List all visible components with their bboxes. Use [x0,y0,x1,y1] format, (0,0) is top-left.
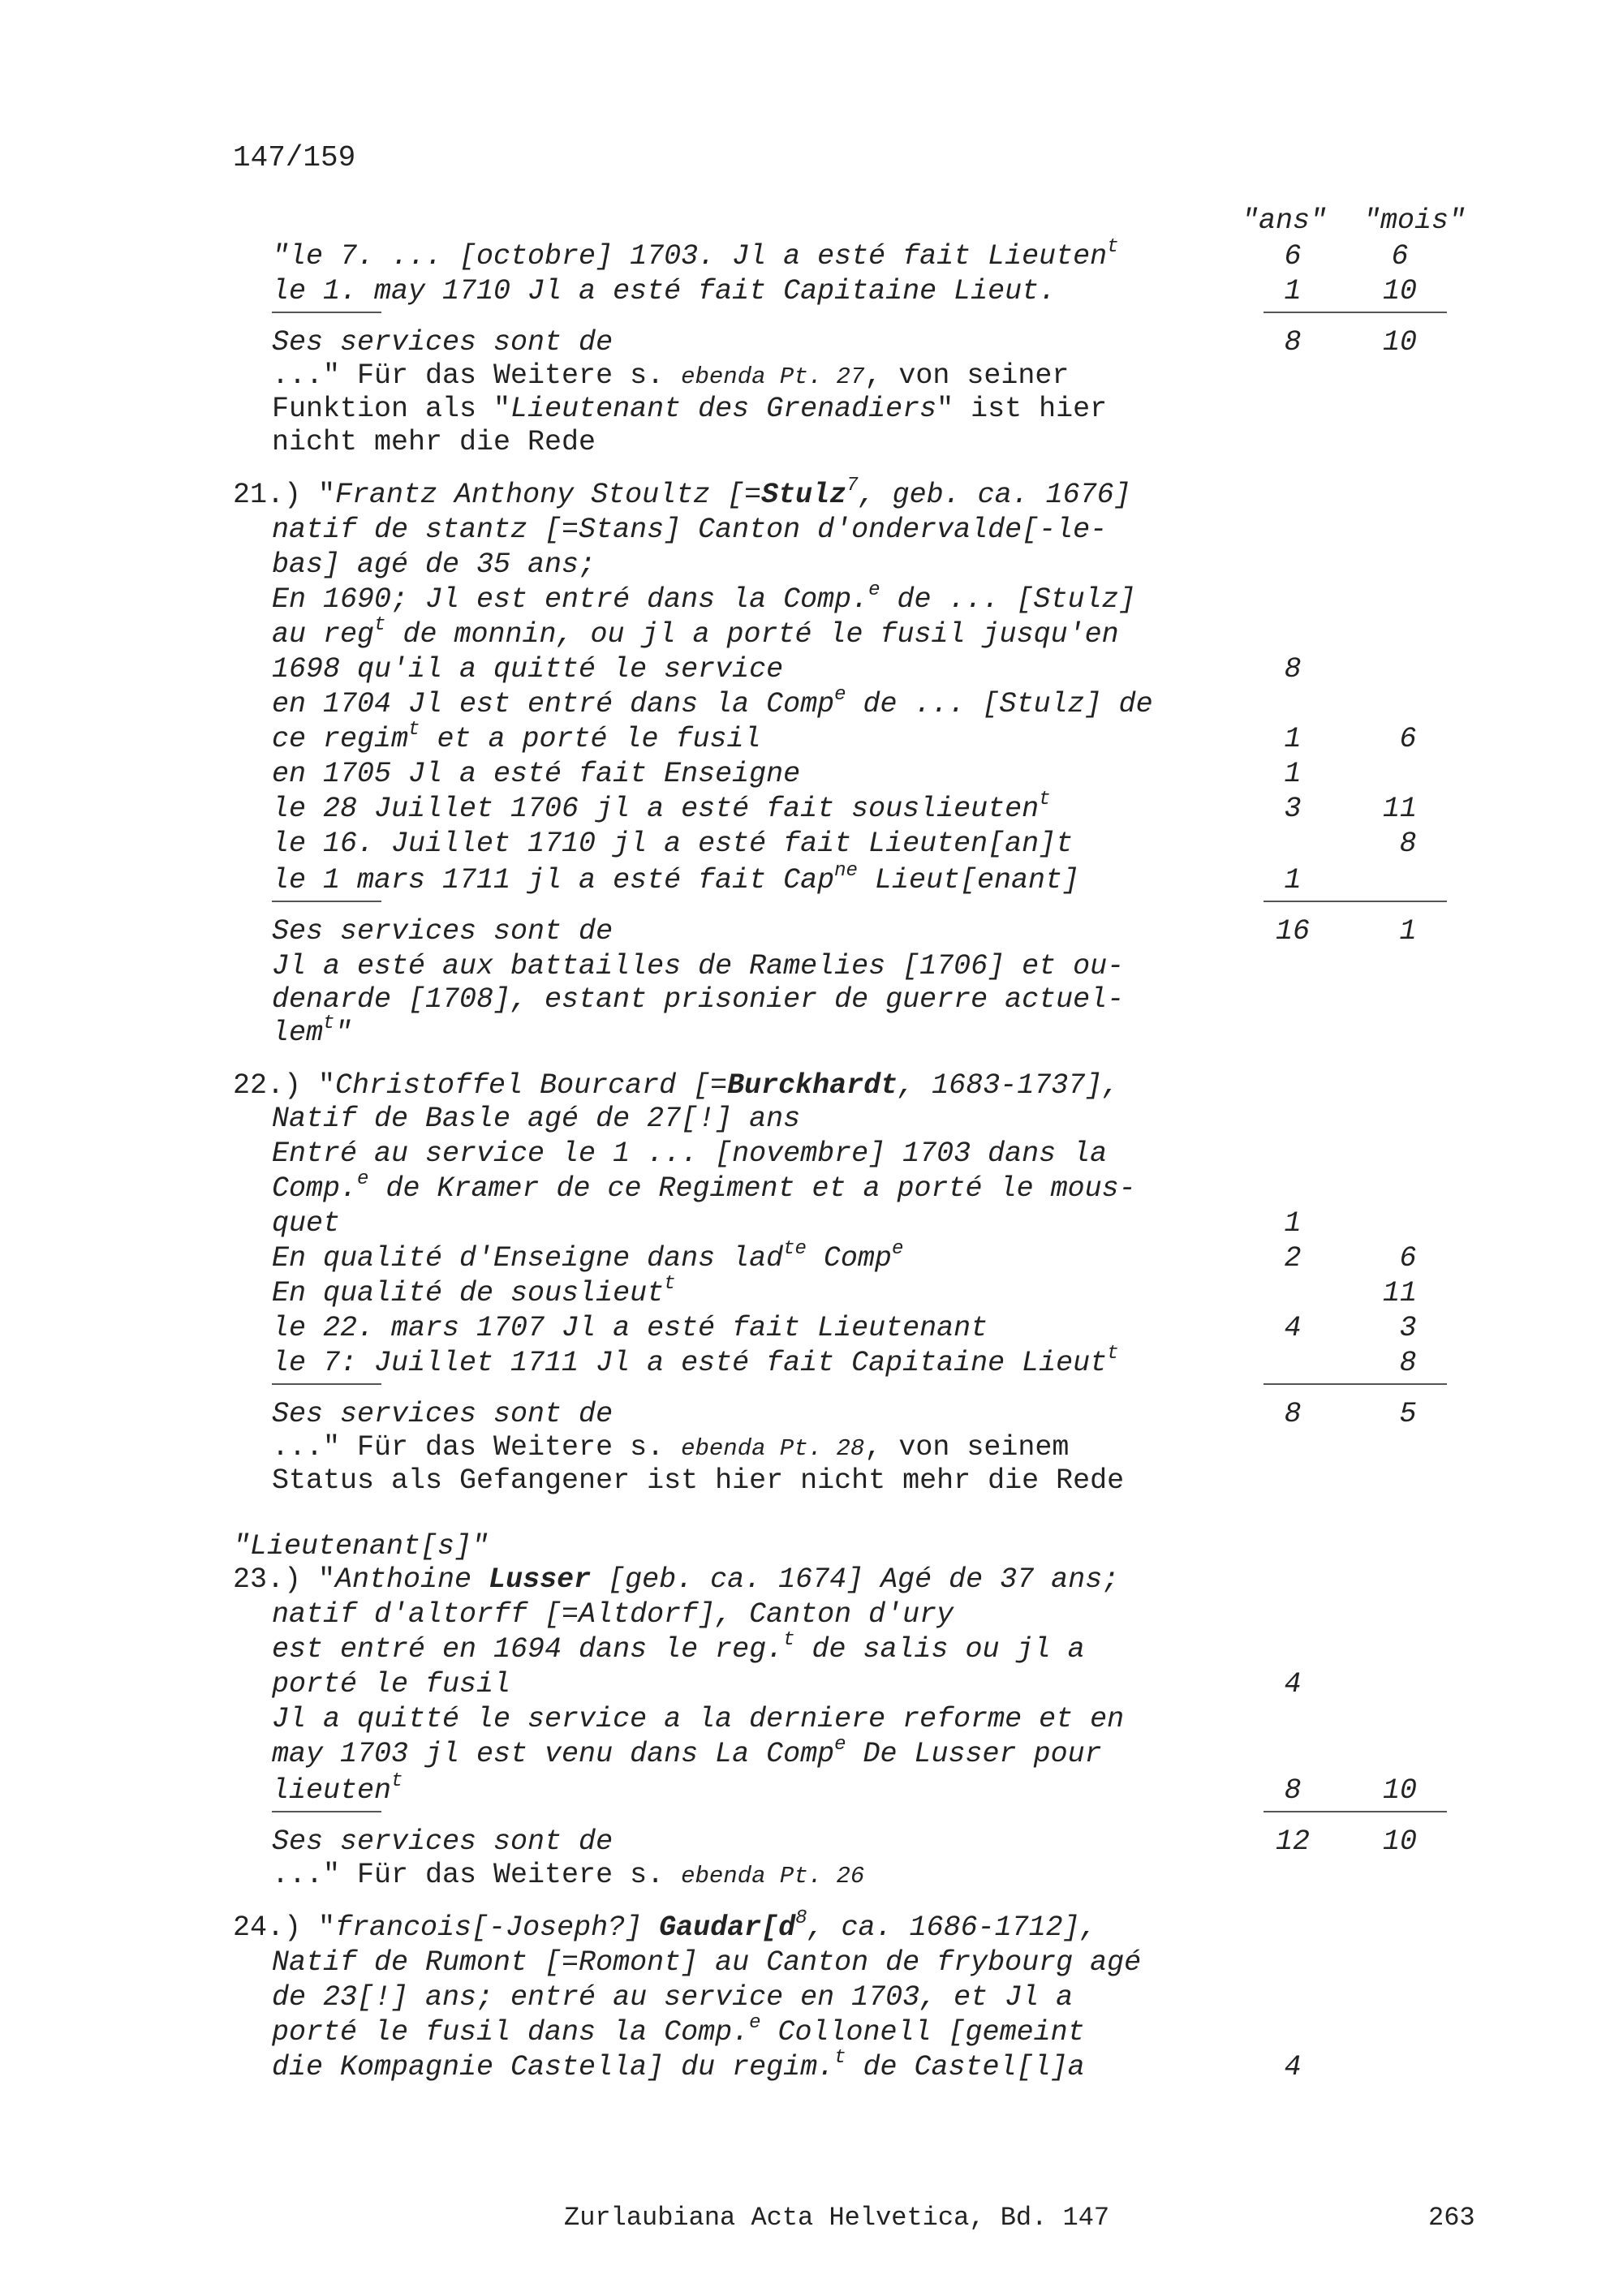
entry22-sum-rule [1264,1383,1447,1385]
entry21-line4: En 1690; Jl est entré dans la Comp.$^e$ de ... [Stulz] [272,579,1136,616]
entry21-line3: bas] agé de 35 ans; [272,548,596,581]
entry20-line2: le 1. may 1710 Jl a esté fait Capitaine Lieut. [272,275,1057,307]
entry23-heading: 23.) "Anthoine Lusser [geb. ca. 1674] Agé de 37 ans; [233,1563,1120,1596]
entry22-note-line2: Status als Gefangener ist hier nicht mehr die Rede [272,1464,1125,1497]
entry22-total-months: 5 [1399,1398,1417,1430]
entry20-total-label: Ses services sont de [272,326,613,359]
column-header-months: "mois" [1363,204,1466,237]
entry20-total-months: 10 [1382,326,1417,359]
entry22-line3: Entré au service le 1 ... [novembre] 1703 dans la [272,1137,1108,1170]
entry21-v-a: 8 [1284,653,1302,686]
entry22-total-label: Ses services sont de [272,1398,613,1430]
entry21-heading: 21.) "Frantz Anthony Stoultz [=Stulz$^7$, geb. ca. 1676] [233,475,1131,511]
entry21-line9: en 1705 Jl a esté fait Enseigne [272,758,801,790]
entry23-total-years: 12 [1275,1825,1310,1858]
entry20-underline [272,312,381,313]
entry21-line11: le 16. Juillet 1710 jl a esté fait Lieuten[an]t [272,828,1074,860]
entry23-line7: lieuten$^t$ [272,1770,403,1807]
entry22-v-a: 1 [1284,1207,1302,1240]
entry24-v-a: 4 [1284,2051,1302,2083]
footer-publication: Zurlaubiana Acta Helvetica, Bd. 147 [564,2203,1110,2233]
entry20-note-line3: nicht mehr die Rede [272,426,596,458]
entry23-line5: Jl a quitté le service a la derniere reforme et en [272,1703,1125,1735]
entry24-line3: de 23[!] ans; entré au service en 1703, et Jl a [272,1981,1074,2014]
entry24-line4: porté le fusil dans la Comp.$^e$ Collonell [gemeint [272,2012,1085,2049]
entry22-total-years: 8 [1284,1398,1302,1430]
entry21-line5: au reg$^t$ de monnin, ou jl a porté le fusil jusqu'en [272,614,1119,651]
entry24-line5: die Kompagnie Castella] du regim.$^t$ de Castel[l]a [272,2047,1085,2083]
entry22-line6: En qualité d'Enseigne dans lad$^{te}$ Comp$^e$ [272,1238,904,1275]
entry20-r1-months: 6 [1391,240,1409,273]
entry22-v-b1: 2 [1284,1242,1302,1275]
entry23-note: ..." Für das Weitere s. ebenda Pt. 26 [272,1859,865,1891]
entry20-total-years: 8 [1284,326,1302,359]
entry21-v-d1: 3 [1284,793,1302,825]
entry21-line6: 1698 qu'il a quitté le service [272,653,784,686]
entry20-line1: "le 7. ... [octobre] 1703. Jl a esté fait Lieuten$^t$ [272,236,1119,273]
entry21-v-d2: 11 [1382,793,1417,825]
entry23-v-b2: 10 [1382,1774,1417,1807]
entry23-total-months: 10 [1382,1825,1417,1858]
entry20-note-line2: Funktion als "Lieutenant des Grenadiers" ist hier [272,393,1108,425]
entry21-sum-rule [1264,901,1447,902]
entry20-r2-months: 10 [1382,275,1417,307]
entry21-v-b2: 6 [1399,723,1417,755]
entry22-line7: En qualité de souslieut$^t$ [272,1273,676,1309]
entry21-v-b1: 1 [1284,723,1302,755]
entry24-heading: 24.) "francois[-Joseph?] $Gaudar[d^8$, ca. 1686-1712], [233,1907,1097,1944]
footer-page-number: 263 [1428,2203,1475,2233]
entry21-line7: en 1704 Jl est entré dans la Comp$^e$ de ... [Stulz] de [272,684,1153,720]
entry22-underline [272,1383,381,1385]
entry21-total-label: Ses services sont de [272,915,613,948]
entry21-line12: le 1 mars 1711 jl a esté fait Cap$^{ne}$ Lieut[enant] [272,860,1079,896]
entry21-line10: le 28 Juillet 1706 jl a esté fait souslieuten$^t$ [272,789,1051,825]
entry21-remark2: denarde [1708], estant prisonier de guerre actuel- [272,983,1125,1016]
entry22-line4: Comp.$^e$ de Kramer de ce Regiment et a porté le mous- [272,1168,1136,1205]
entry22-v-d1: 4 [1284,1312,1302,1344]
entry23-line6: may 1703 jl est venu dans La Comp$^e$ De Lusser pour [272,1734,1102,1770]
entry21-v-f: 1 [1284,864,1302,896]
entry23-line3: est entré en 1694 dans le reg.$^t$ de salis ou jl a [272,1629,1085,1666]
entry23-underline [272,1811,381,1812]
entry23-v-b1: 8 [1284,1774,1302,1807]
page-counter: 147/159 [233,141,356,174]
entry21-remark1: Jl a esté aux battailles de Ramelies [1706] et ou- [272,950,1125,982]
entry22-heading: 22.) "Christoffel Bourcard [=Burckhardt, 1683-1737], [233,1069,1120,1102]
entry23-line2: natif d'altorff [=Altdorf], Canton d'ury [272,1598,954,1631]
entry22-v-b2: 6 [1399,1242,1417,1275]
section-heading: "Lieutenant[s]" [233,1530,489,1563]
entry21-line8: ce regim$^t$ et a porté le fusil [272,719,761,755]
entry21-line2: natif de stantz [=Stans] Canton d'ondervalde[-le- [272,514,1108,546]
entry22-v-e: 8 [1399,1347,1417,1379]
entry23-v-a: 4 [1284,1668,1302,1701]
column-header-years: "ans" [1242,204,1328,237]
entry23-line4: porté le fusil [272,1668,511,1701]
entry20-note: ..." Für das Weitere s. ebenda Pt. 27, von seiner [272,359,1070,392]
entry22-line5: quet [272,1207,341,1240]
entry23-sum-rule [1264,1811,1447,1812]
entry22-v-d2: 3 [1399,1312,1417,1344]
entry22-line2: Natif de Basle agé de 27[!] ans [272,1103,801,1135]
entry22-line8: le 22. mars 1707 Jl a esté fait Lieutenant [272,1312,988,1344]
entry22-note: ..." Für das Weitere s. ebenda Pt. 28, von seinem [272,1431,1070,1464]
entry21-total-months: 1 [1399,915,1417,948]
entry20-sum-rule [1264,312,1447,313]
entry21-v-e: 8 [1399,828,1417,860]
entry20-r2-years: 1 [1284,275,1302,307]
entry21-underline [272,901,381,902]
entry20-r1-years: 6 [1284,240,1302,273]
entry22-v-c: 11 [1382,1277,1417,1309]
entry24-line2: Natif de Rumont [=Romont] au Canton de frybourg agé [272,1946,1142,1979]
entry21-v-c: 1 [1284,758,1302,790]
entry23-total-label: Ses services sont de [272,1825,613,1858]
entry22-line9: le 7: Juillet 1711 Jl a esté fait Capitaine Lieut$^t$ [272,1343,1119,1379]
entry21-remark3: lem$^t$" [272,1013,352,1049]
entry21-total-years: 16 [1275,915,1310,948]
